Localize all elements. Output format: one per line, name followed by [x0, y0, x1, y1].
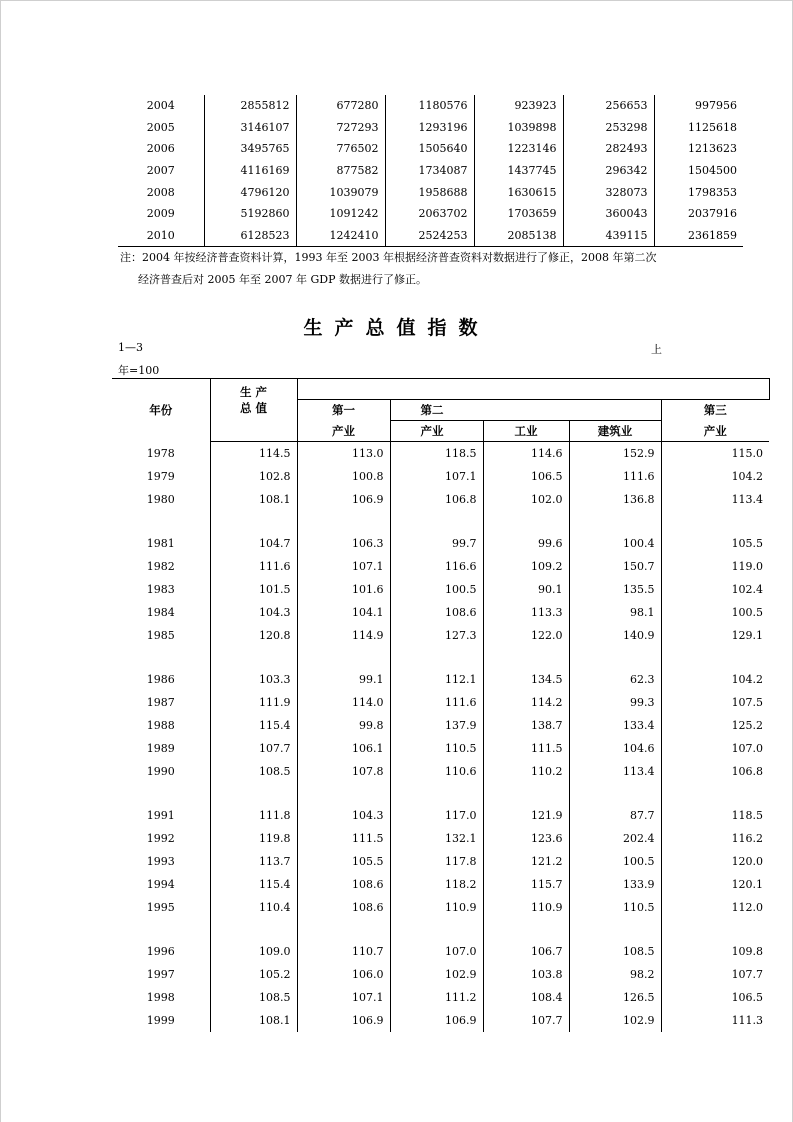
value-cell: 113.3 — [483, 601, 569, 624]
value-cell: 100.5 — [731, 606, 764, 619]
value-cell: 1505640 — [385, 138, 474, 160]
year-cell: 1995 — [112, 896, 210, 919]
header-top-blank — [297, 379, 769, 400]
value-cell: 776502 — [296, 138, 385, 160]
year-cell: 1999 — [112, 1009, 210, 1032]
value-cell: 4116169 — [204, 160, 296, 182]
value-cell: 2085138 — [474, 225, 563, 247]
value-cell: 99.7 — [390, 532, 483, 555]
value-cell: 104.7 — [210, 532, 297, 555]
value-cell: 117.8 — [390, 850, 483, 873]
value-cell: 114.0 — [297, 691, 390, 714]
value-cell: 106.3 — [297, 532, 390, 555]
value-cell: 106.9 — [297, 1009, 390, 1032]
year-cell: 1981 — [112, 532, 210, 555]
value-cell: 104.2 — [731, 470, 764, 483]
value-cell: 102.0 — [483, 488, 569, 511]
value-cell: 282493 — [563, 138, 654, 160]
value-cell: 109.0 — [210, 940, 297, 963]
value-cell: 328073 — [563, 181, 654, 203]
spacer-cell — [569, 647, 661, 668]
spacer-cell — [297, 919, 390, 940]
value-cell: 110.5 — [569, 896, 661, 919]
value-cell: 108.1 — [210, 488, 297, 511]
value-cell: 1125618 — [688, 120, 737, 134]
value-cell: 111.8 — [210, 804, 297, 827]
value-cell: 100.4 — [569, 532, 661, 555]
prev-year-label: 上 — [651, 343, 662, 356]
spacer-cell — [390, 647, 483, 668]
value-cell: 5192860 — [204, 203, 296, 225]
spacer-cell — [210, 511, 297, 532]
value-cell: 112.1 — [390, 668, 483, 691]
table-row — [118, 160, 743, 182]
value-cell: 3495765 — [204, 138, 296, 160]
value-cell: 108.4 — [483, 986, 569, 1009]
year-cell: 1986 — [112, 668, 210, 691]
header-secondary-line1: 第二 — [390, 400, 661, 421]
header-primary-line1: 第一 — [297, 400, 390, 421]
value-cell: 100.5 — [390, 578, 483, 601]
year-cell: 2004 — [118, 95, 204, 117]
table-row — [118, 225, 743, 247]
value-cell: 877582 — [296, 160, 385, 182]
value-cell: 135.5 — [569, 578, 661, 601]
value-cell: 108.6 — [390, 601, 483, 624]
value-cell: 360043 — [563, 203, 654, 225]
value-cell: 118.2 — [390, 873, 483, 896]
value-cell: 115.4 — [210, 873, 297, 896]
value-cell: 2361859 — [654, 225, 743, 247]
table-row — [112, 488, 769, 511]
year-cell: 1998 — [112, 986, 210, 1009]
value-cell: 103.3 — [210, 668, 297, 691]
value-cell: 110.4 — [210, 896, 297, 919]
value-cell: 104.6 — [569, 737, 661, 760]
year-cell: 1990 — [112, 760, 210, 783]
value-cell: 106.0 — [297, 963, 390, 986]
value-cell: 126.5 — [569, 986, 661, 1009]
value-cell: 118.5 — [390, 442, 483, 466]
value-cell: 116.2 — [731, 832, 764, 845]
page-edge-top — [0, 0, 793, 1]
year-cell: 2007 — [118, 160, 204, 182]
year-cell: 1987 — [112, 691, 210, 714]
spacer-cell — [483, 511, 569, 532]
table-row — [112, 827, 769, 850]
value-cell: 108.6 — [297, 873, 390, 896]
value-cell: 1039079 — [296, 181, 385, 203]
value-cell: 2063702 — [385, 203, 474, 225]
value-cell: 1180576 — [385, 95, 474, 117]
year-cell: 1991 — [112, 804, 210, 827]
value-cell: 1242410 — [296, 225, 385, 247]
value-cell: 112.0 — [731, 901, 764, 914]
value-cell: 106.9 — [297, 488, 390, 511]
table-row — [118, 95, 743, 117]
value-cell: 105.5 — [731, 537, 764, 550]
group-spacer — [112, 647, 769, 668]
value-cell: 115.7 — [483, 873, 569, 896]
year-cell: 1988 — [112, 714, 210, 737]
value-cell: 119.0 — [731, 560, 764, 573]
value-cell: 1798353 — [688, 185, 737, 199]
value-cell: 439115 — [563, 225, 654, 247]
table-row — [112, 760, 769, 783]
value-cell: 108.5 — [210, 760, 297, 783]
header-tertiary-line2: 产业 — [661, 421, 769, 442]
spacer-cell — [661, 783, 769, 804]
value-cell: 107.5 — [731, 696, 764, 709]
value-cell: 123.6 — [483, 827, 569, 850]
value-cell: 107.7 — [210, 737, 297, 760]
value-cell: 108.6 — [297, 896, 390, 919]
value-cell: 106.8 — [390, 488, 483, 511]
value-cell: 113.7 — [210, 850, 297, 873]
table-row — [112, 578, 769, 601]
value-cell: 1703659 — [474, 203, 563, 225]
spacer-cell — [112, 647, 210, 668]
value-cell: 103.8 — [483, 963, 569, 986]
value-cell: 152.9 — [569, 442, 661, 466]
header-gdp-line1: 生 产 — [210, 379, 297, 400]
value-cell: 1213623 — [688, 142, 737, 156]
table-row — [118, 203, 743, 225]
value-cell: 150.7 — [569, 555, 661, 578]
value-cell: 118.5 — [731, 809, 764, 822]
table-row — [112, 691, 769, 714]
value-cell: 140.9 — [569, 624, 661, 647]
header-tertiary-line1: 第三 — [661, 400, 769, 421]
table-row — [112, 986, 769, 1009]
value-cell: 4796120 — [204, 181, 296, 203]
value-cell: 997956 — [695, 99, 737, 113]
value-cell: 106.5 — [731, 991, 764, 1004]
value-cell: 113.0 — [297, 442, 390, 466]
value-cell: 90.1 — [483, 578, 569, 601]
value-cell: 125.2 — [731, 719, 764, 732]
value-cell: 107.0 — [731, 742, 764, 755]
value-cell: 115.4 — [210, 714, 297, 737]
value-cell: 1958688 — [385, 181, 474, 203]
value-cell: 134.5 — [483, 668, 569, 691]
value-cell: 117.0 — [390, 804, 483, 827]
spacer-cell — [210, 647, 297, 668]
value-cell: 727293 — [296, 117, 385, 139]
year-cell: 1996 — [112, 940, 210, 963]
header-secondary-line2: 产业 — [390, 421, 483, 442]
spacer-cell — [210, 783, 297, 804]
value-cell: 99.8 — [297, 714, 390, 737]
base-year-label: 年=100 — [118, 364, 160, 377]
table-row — [112, 668, 769, 691]
year-cell: 2008 — [118, 181, 204, 203]
table-row — [118, 138, 743, 160]
value-cell: 99.6 — [483, 532, 569, 555]
value-cell: 107.7 — [483, 1009, 569, 1032]
year-cell: 1984 — [112, 601, 210, 624]
value-cell: 2855812 — [204, 95, 296, 117]
value-cell: 110.6 — [390, 760, 483, 783]
spacer-cell — [661, 647, 769, 668]
value-cell: 114.6 — [483, 442, 569, 466]
value-cell: 98.1 — [569, 601, 661, 624]
value-cell: 111.2 — [390, 986, 483, 1009]
value-cell: 107.1 — [297, 555, 390, 578]
note-line-2: 经济普查后对 2005 年至 2007 年 GDP 数据进行了修正。 — [138, 273, 427, 286]
value-cell: 114.2 — [483, 691, 569, 714]
table-row — [112, 850, 769, 873]
value-cell: 133.4 — [569, 714, 661, 737]
value-cell: 1039898 — [474, 117, 563, 139]
value-cell: 121.9 — [483, 804, 569, 827]
header-industry: 工业 — [483, 421, 569, 442]
table-row — [112, 896, 769, 919]
header-year: 年份 — [112, 379, 210, 442]
year-cell: 1992 — [112, 827, 210, 850]
value-cell: 1504500 — [688, 164, 737, 178]
spacer-cell — [390, 919, 483, 940]
value-cell: 110.5 — [390, 737, 483, 760]
table-row — [112, 601, 769, 624]
value-cell: 100.5 — [569, 850, 661, 873]
year-cell: 1978 — [112, 442, 210, 466]
table-row — [112, 442, 769, 466]
value-cell: 138.7 — [483, 714, 569, 737]
value-cell: 111.5 — [297, 827, 390, 850]
value-cell: 3146107 — [204, 117, 296, 139]
value-cell: 113.4 — [731, 493, 764, 506]
value-cell: 137.9 — [390, 714, 483, 737]
spacer-cell — [297, 783, 390, 804]
header-gdp-blank — [210, 421, 297, 442]
value-cell: 120.1 — [731, 878, 764, 891]
value-cell: 119.8 — [210, 827, 297, 850]
spacer-cell — [483, 783, 569, 804]
year-cell: 2005 — [118, 117, 204, 139]
value-cell: 2524253 — [385, 225, 474, 247]
value-cell: 107.8 — [297, 760, 390, 783]
value-cell: 256653 — [563, 95, 654, 117]
value-cell: 129.1 — [731, 629, 764, 642]
value-cell: 106.5 — [483, 465, 569, 488]
value-cell: 101.6 — [297, 578, 390, 601]
table-row — [118, 117, 743, 139]
group-spacer — [112, 783, 769, 804]
spacer-cell — [483, 919, 569, 940]
value-cell: 1630615 — [474, 181, 563, 203]
value-cell: 116.6 — [390, 555, 483, 578]
spacer-cell — [112, 783, 210, 804]
table-row — [112, 963, 769, 986]
value-cell: 111.6 — [569, 465, 661, 488]
table-number: 1—3 — [118, 341, 143, 354]
value-cell: 102.4 — [731, 583, 764, 596]
table-row — [112, 1009, 769, 1032]
value-cell: 110.7 — [297, 940, 390, 963]
value-cell: 107.0 — [390, 940, 483, 963]
header-gdp-line2: 总 值 — [210, 400, 297, 421]
year-cell: 2006 — [118, 138, 204, 160]
spacer-cell — [569, 511, 661, 532]
value-cell: 923923 — [474, 95, 563, 117]
value-cell: 105.2 — [210, 963, 297, 986]
spacer-cell — [483, 647, 569, 668]
year-cell: 1989 — [112, 737, 210, 760]
value-cell: 109.8 — [731, 945, 764, 958]
value-cell: 106.8 — [731, 765, 764, 778]
value-cell: 120.8 — [210, 624, 297, 647]
table-row — [112, 737, 769, 760]
value-cell: 1437745 — [474, 160, 563, 182]
value-cell: 1293196 — [385, 117, 474, 139]
value-cell: 107.1 — [390, 465, 483, 488]
table-row — [112, 532, 769, 555]
value-cell: 110.9 — [390, 896, 483, 919]
value-cell: 677280 — [296, 95, 385, 117]
value-cell: 111.5 — [483, 737, 569, 760]
spacer-cell — [390, 511, 483, 532]
value-cell: 102.9 — [390, 963, 483, 986]
value-cell: 108.5 — [210, 986, 297, 1009]
table-row — [112, 940, 769, 963]
value-cell: 136.8 — [569, 488, 661, 511]
value-cell: 120.0 — [731, 855, 764, 868]
value-cell: 133.9 — [569, 873, 661, 896]
value-cell: 108.1 — [210, 1009, 297, 1032]
value-cell: 106.7 — [483, 940, 569, 963]
table-row — [112, 555, 769, 578]
value-cell: 104.3 — [297, 804, 390, 827]
table-row — [112, 804, 769, 827]
value-cell: 132.1 — [390, 827, 483, 850]
value-cell: 101.5 — [210, 578, 297, 601]
year-cell: 1985 — [112, 624, 210, 647]
table-row — [112, 714, 769, 737]
value-cell: 1223146 — [474, 138, 563, 160]
value-cell: 296342 — [563, 160, 654, 182]
value-cell: 104.1 — [297, 601, 390, 624]
table-row — [112, 465, 769, 488]
spacer-cell — [569, 783, 661, 804]
value-cell: 87.7 — [569, 804, 661, 827]
value-cell: 102.8 — [210, 465, 297, 488]
spacer-cell — [297, 647, 390, 668]
value-cell: 111.6 — [210, 555, 297, 578]
value-cell: 104.2 — [731, 673, 764, 686]
year-cell: 2009 — [118, 203, 204, 225]
value-cell: 106.9 — [390, 1009, 483, 1032]
note-line-1: 注：2004 年按经济普查资料计算，1993 年至 2003 年根据经济普查资料对数据进行了修正，2008 年第二次 — [120, 251, 657, 264]
value-cell: 98.2 — [569, 963, 661, 986]
table-row — [112, 624, 769, 647]
value-cell: 111.3 — [731, 1014, 764, 1027]
value-cell: 107.1 — [297, 986, 390, 1009]
spacer-cell — [390, 783, 483, 804]
value-cell: 122.0 — [483, 624, 569, 647]
spacer-cell — [661, 511, 769, 532]
spacer-cell — [569, 919, 661, 940]
table-row — [118, 181, 743, 203]
value-cell: 102.9 — [569, 1009, 661, 1032]
value-cell: 114.9 — [297, 624, 390, 647]
year-cell: 1983 — [112, 578, 210, 601]
gdp-value-table — [118, 95, 743, 247]
value-cell: 6128523 — [204, 225, 296, 247]
value-cell: 253298 — [563, 117, 654, 139]
value-cell: 104.3 — [210, 601, 297, 624]
spacer-cell — [297, 511, 390, 532]
value-cell: 108.5 — [569, 940, 661, 963]
value-cell: 110.2 — [483, 760, 569, 783]
value-cell: 100.8 — [297, 465, 390, 488]
value-cell: 62.3 — [569, 668, 661, 691]
group-spacer — [112, 511, 769, 532]
value-cell: 99.1 — [297, 668, 390, 691]
value-cell: 127.3 — [390, 624, 483, 647]
spacer-cell — [210, 919, 297, 940]
value-cell: 113.4 — [569, 760, 661, 783]
year-cell: 1982 — [112, 555, 210, 578]
value-cell: 109.2 — [483, 555, 569, 578]
value-cell: 115.0 — [731, 447, 764, 460]
header-primary-line2: 产业 — [297, 421, 390, 442]
value-cell: 105.5 — [297, 850, 390, 873]
gdp-index-table — [112, 378, 770, 1032]
value-cell: 1091242 — [296, 203, 385, 225]
value-cell: 202.4 — [569, 827, 661, 850]
spacer-cell — [112, 511, 210, 532]
value-cell: 110.9 — [483, 896, 569, 919]
value-cell: 2037916 — [688, 207, 737, 221]
year-cell: 1980 — [112, 488, 210, 511]
spacer-cell — [661, 919, 769, 940]
value-cell: 114.5 — [210, 442, 297, 466]
spacer-cell — [112, 919, 210, 940]
header-construction: 建筑业 — [569, 421, 661, 442]
value-cell: 1734087 — [385, 160, 474, 182]
value-cell: 107.7 — [731, 968, 764, 981]
value-cell: 121.2 — [483, 850, 569, 873]
year-cell: 1993 — [112, 850, 210, 873]
section-title: 生产总值指数 — [303, 317, 490, 339]
year-cell: 2010 — [118, 225, 204, 247]
value-cell: 106.1 — [297, 737, 390, 760]
value-cell: 111.6 — [390, 691, 483, 714]
year-cell: 1979 — [112, 465, 210, 488]
table-row — [112, 873, 769, 896]
group-spacer — [112, 919, 769, 940]
value-cell: 111.9 — [210, 691, 297, 714]
year-cell: 1994 — [112, 873, 210, 896]
year-cell: 1997 — [112, 963, 210, 986]
page-edge-left — [0, 0, 1, 1122]
value-cell: 99.3 — [569, 691, 661, 714]
